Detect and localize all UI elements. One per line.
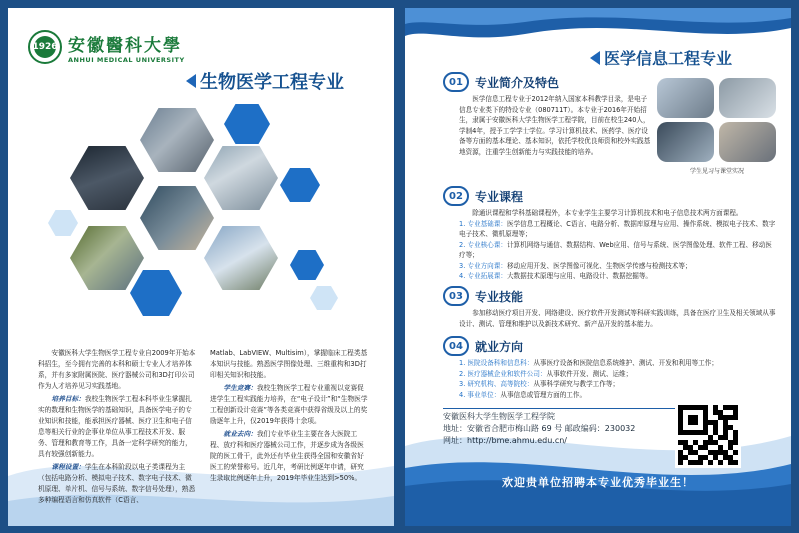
list-item: 1. 医院设备科和信息科：从事医疗设备和医院信息系统维护、测试、开发和利用等工作； xyxy=(459,359,718,367)
decor-hex xyxy=(290,250,324,280)
photo-hex xyxy=(204,226,278,290)
courses-text: 除通识课程和学科基础课程外，本专业学生主要学习计算机技术和电子信息技术两方面课程。 1. 专业基础课：医学信息工程概论、C语言、电路分析、数据库原理与应用、操作系统、模拟电子技术、数字电子技术、微机原理等； 2. 专业核心课：计算机网络与通信、数据结构、Web应用、信号与系统、医学图像处理、软件工程、移动医疗等； 3. 专业方向课：移动应用开发、医学图像可视化、生物医学传感与检测技术等； 4. 专业拓展课：大数据技术原理与应用、电路设计、数据挖掘等。 xyxy=(459,209,776,280)
photo-caption: 学生见习与课堂实况 xyxy=(689,168,744,175)
paragraph: 课程设置：学生在本科阶段以电子类课程为主（包括电路分析、模拟电子技术、数字电子技术、微机原理、单片机、信号与系统、数字信号处理），熟悉多种编程语言和仿真软件（C语言、 xyxy=(38,463,196,504)
section-header xyxy=(443,72,559,92)
section-title: 专业课程 xyxy=(475,189,524,204)
wave-decoration xyxy=(405,8,791,50)
page-title: 生物医学工程专业 xyxy=(200,72,344,93)
skills-text: 参加移动医疗项目开发、网络建设、医疗软件开发测试等科研实践训练，具备在医疗卫生及相关领域从事设计、测试、管理和维护以及新技术研究、新产品开发的基本能力。 xyxy=(459,309,776,328)
section-title: 专业简介及特色 xyxy=(475,75,560,90)
welcome-banner: 欢迎贵单位招聘本专业优秀毕业生！ xyxy=(502,476,694,489)
qr-code-icon xyxy=(675,402,741,468)
paragraph: 安徽医科大学生物医学工程专业自2009年开始本科招生，至今拥有完善的本科和硕士专业人才培养体系，并有多家附属医院、医疗器械公司和3D打印公司作为人才培养见习实践基地。 xyxy=(38,349,196,390)
photo-hex xyxy=(140,108,214,172)
triangle-left-icon xyxy=(186,74,196,88)
photo-hex xyxy=(70,226,144,290)
list-item: 3. 专业方向课：移动应用开发、医学图像可视化、生物医学传感与检测技术等； xyxy=(459,261,692,270)
paragraph: 学生竞赛：我校生物医学工程专业重视以竞赛促进学生工程实践能力培养，在“电子设计”和“生物医学工程创新设计竞赛”等各类竞赛中获得省级及以上的奖励逐年上升，仅2019年获得十余项。 xyxy=(210,384,368,425)
list-item: 1. 专业基础课：医学信息工程概论、C语言、电路分析、数据库原理与应用、操作系统、模拟电子技术、数字电子技术、微机原理等； xyxy=(459,219,776,238)
decor-hex xyxy=(280,168,320,202)
section-number: 04 xyxy=(443,336,469,356)
photo xyxy=(657,122,714,162)
decor-hex xyxy=(48,210,78,236)
photo xyxy=(719,122,776,162)
seal-icon: 1926 xyxy=(28,30,62,64)
list-item: 4. 专业拓展课：大数据技术原理与应用、电路设计、数据挖掘等。 xyxy=(459,272,653,280)
photo-hex xyxy=(204,146,278,210)
decor-hex xyxy=(310,286,338,310)
course-list xyxy=(459,219,777,282)
list-item: 3. 研究机构、高等院校：从事科学研究与教学工作等； xyxy=(459,380,620,388)
paragraph: 培养目标：我校生物医学工程本科毕业生掌握扎实的数理和生物医学的基础知识，具备医学电子的专业知识和技能，能承担医疗器械、医疗卫生和电子信息等相关行业的企事业单位从事工程技术开发、服务、管理和教育等工作，具备一定科学研究的能力，具有较强创新能力。 xyxy=(38,395,192,458)
photo-hexagon-collage xyxy=(48,100,358,340)
section-header xyxy=(443,186,523,206)
major-title xyxy=(186,68,344,94)
decor-hex xyxy=(130,270,182,316)
career-list xyxy=(459,358,777,400)
school-name: 安徽医科大学生物医学工程学院 xyxy=(443,412,555,421)
website-link[interactable]: 网址：http://bme.ahmu.edu.cn/ xyxy=(443,436,567,445)
paragraph: Matlab、LabVIEW、Multisim），掌握临床工程类基本知识与技能。熟悉医学图像处理、三维重构和3D打印相关知识和技能。 xyxy=(210,349,368,379)
list-item: 2. 医疗器械企业和软件公司：从事软件开发、测试、运维； xyxy=(459,369,633,378)
section-number: 03 xyxy=(443,286,469,306)
contact-info xyxy=(443,408,678,448)
major-title xyxy=(590,46,732,69)
section-number: 02 xyxy=(443,186,469,206)
decor-hex xyxy=(224,104,270,144)
photo-hex xyxy=(140,186,214,250)
section-title: 就业方向 xyxy=(475,339,524,354)
photo-hex xyxy=(70,146,144,210)
photo xyxy=(719,78,776,118)
text-column-1 xyxy=(38,348,198,508)
university-name-en: ANHUI MEDICAL UNIVERSITY xyxy=(68,55,185,64)
university-logo xyxy=(28,30,185,64)
text-column-2 xyxy=(210,348,370,486)
right-page xyxy=(405,8,791,526)
address: 地址：安徽省合肥市梅山路 69 号 邮政编码：230032 xyxy=(443,424,636,433)
left-page xyxy=(8,8,394,526)
careers-text xyxy=(459,358,777,400)
section-number: 01 xyxy=(443,72,469,92)
photo-grid xyxy=(657,78,777,182)
list-item: 4. 事业单位：从事信息或管理方面的工作。 xyxy=(459,390,587,399)
list-item: 2. 专业核心课：计算机网络与通信、数据结构、Web应用、信号与系统、医学图像处理、软件工程、移动医疗等； xyxy=(459,240,772,259)
section-header xyxy=(443,336,523,356)
intro-text: 医学信息工程专业于2012年纳入国家本科教学目录，是电子信息专业类下的特设专业（080711T）。本专业于2016年开始招生，隶属于安徽医科大学生物医学工程学院，目前在校生240人，学制4年，授予工学学士学位。学习计算机技术、医药学、医疗设备等方面的基本理论、基本知识，依托学校优良师资和校外实践基地资源，注重学生创新能力与实践技能的培养。 xyxy=(459,95,651,156)
section-header xyxy=(443,286,523,306)
paragraph: 就业去向：我们专业毕业生主要在各大医院工程、放疗科和医疗器械公司工作，并逐步成为各级医院的医工骨干，此外还有毕业生获得全国和安徽省好医工的荣誉称号。近几年，考研比例逐年申请，研究生录取比例逐年上升，2019年毕业生达到>50%。 xyxy=(210,430,364,482)
triangle-left-icon xyxy=(590,51,600,65)
page-title: 医学信息工程专业 xyxy=(604,49,733,68)
university-name: 安徽醫科大學 xyxy=(68,35,182,56)
section-title: 专业技能 xyxy=(475,289,524,304)
photo xyxy=(657,78,714,118)
